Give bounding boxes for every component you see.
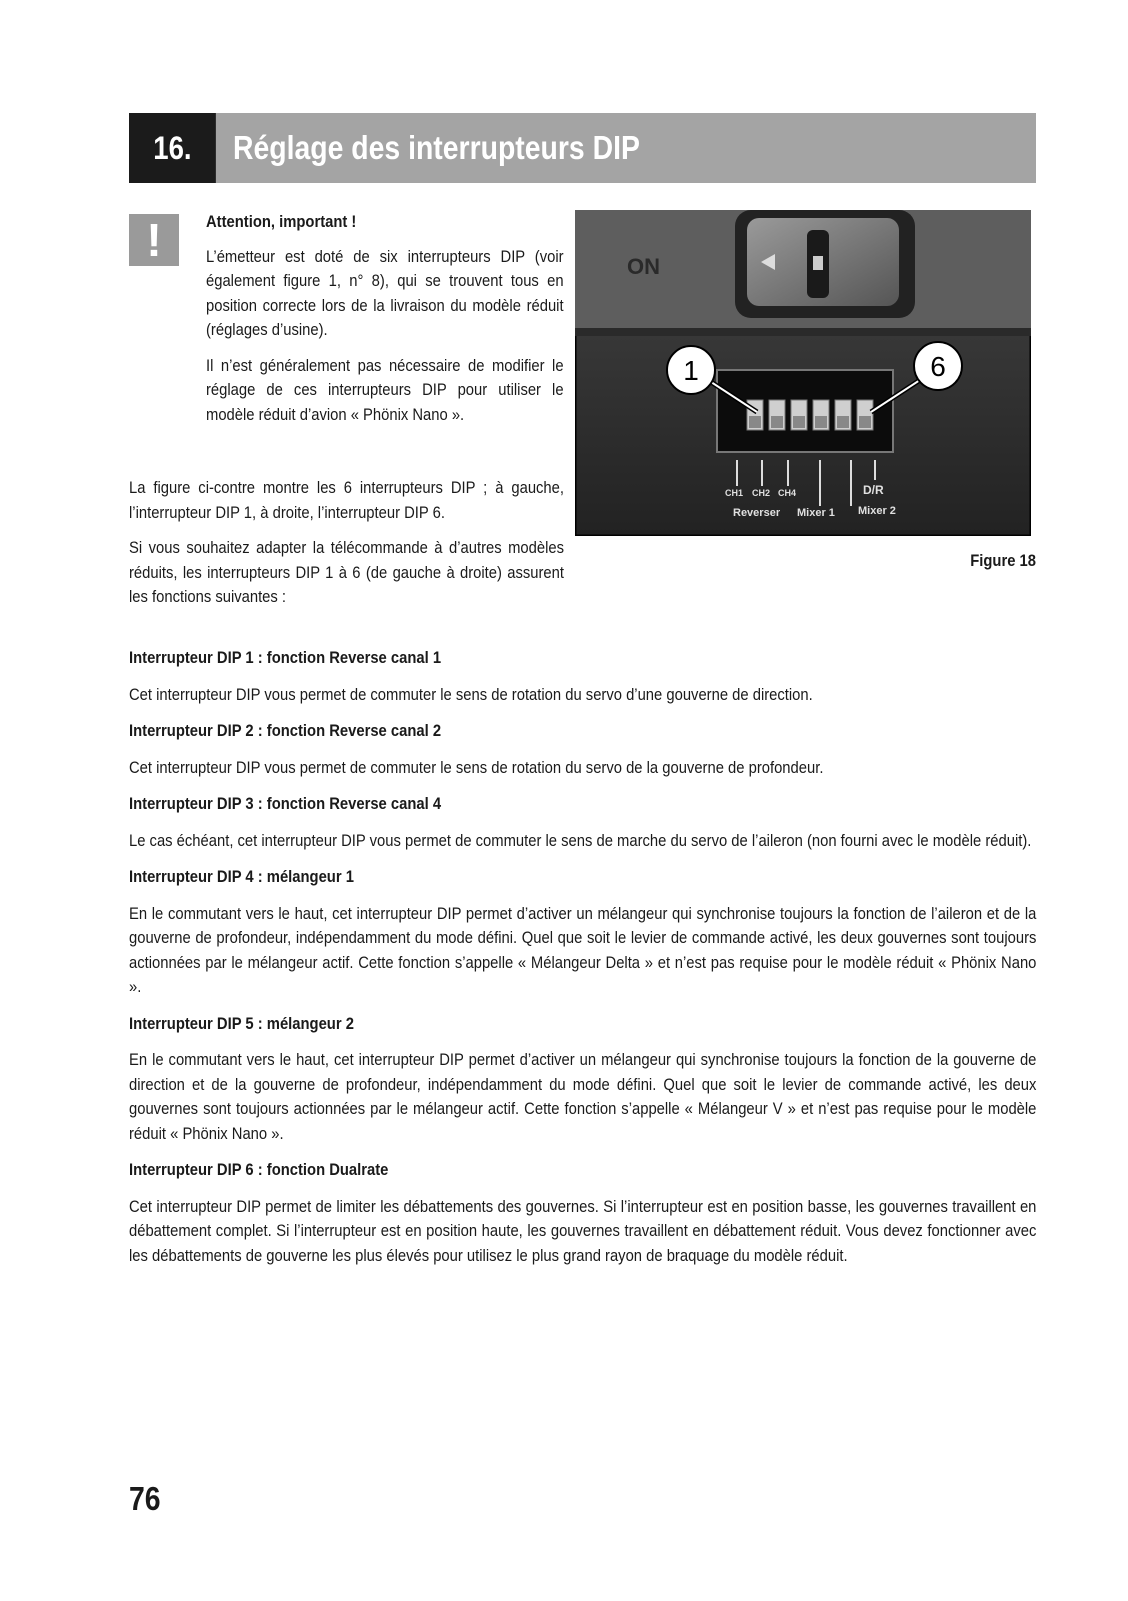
sections-block [129,646,1036,1268]
intro-paragraph: Si vous souhaitez adapter la télécommande à d’autres modèles réduits, les interrupteurs DIP 1 à 6 (de gauche à droite) assurent les fonctions suivantes : [129,538,564,606]
section-heading: Interrupteur DIP 3 : fonction Reverse canal 4 [129,794,442,813]
warning-heading: Attention, important ! [206,212,357,231]
section-heading: Interrupteur DIP 2 : fonction Reverse canal 2 [129,721,442,740]
label-ch2: CH2 [752,488,771,498]
on-label: ON [627,254,660,279]
section-heading: Interrupteur DIP 1 : fonction Reverse canal 1 [129,648,442,667]
section-number: 16. [129,113,216,183]
label-dr: D/R [863,483,884,497]
page-number: 76 [129,1480,161,1517]
section-body: Cet interrupteur DIP permet de limiter les débattements des gouvernes. Si l’interrupteur est en position basse, les gouvernes travaillent en débattement complet. Si l’interrupteur est en position haute, les gouvernes travaillent en débattement réduit. Vous devez fonctionner avec les débattements de gouverne les plus élevés pour utilisez le plus grand rayon de braquage du modèle réduit. [129,1196,1037,1265]
intro-paragraph: La figure ci-contre montre les 6 interrupteurs DIP ; à gauche, l’interrupteur DIP 1, à droite, l’interrupteur DIP 6. [129,478,564,522]
callout-1: 1 [683,355,699,386]
callout-6: 6 [930,351,946,382]
section-body: Cet interrupteur DIP vous permet de commuter le sens de rotation du servo d’une gouverne de direction. [129,684,813,704]
section-heading: Interrupteur DIP 6 : fonction Dualrate [129,1160,389,1179]
label-mixer-2: Mixer 2 [858,505,896,517]
dip-switch-photo [575,210,1031,536]
exclamation-icon: ! [129,214,179,266]
section-body: En le commutant vers le haut, cet interrupteur DIP permet d’activer un mélangeur qui synchronise toujours la fonction de l’aileron et de la gouverne de profondeur, indépendamment du mode défini. Quel que soit le levier de commande activé, les deux gouvernes sont toujours actionnées par le mélangeur actif. Cette fonction s’appelle « Mélangeur Delta » et n’est pas requise pour le modèle réduit « Phönix Nano ». [129,903,1037,996]
label-mixer-1: Mixer 1 [797,507,835,519]
intro-block [129,476,564,610]
section-body: Cet interrupteur DIP vous permet de commuter le sens de rotation du servo de la gouverne de profondeur. [129,757,824,777]
figure-caption: Figure 18 [970,551,1036,570]
section-title-bar [129,113,1036,183]
warning-paragraph: Il n’est généralement pas nécessaire de modifier le réglage de ces interrupteurs DIP pour utiliser le modèle réduit d’avion « Phönix Nano ». [206,355,564,424]
section-heading: Interrupteur DIP 5 : mélangeur 2 [129,1013,354,1033]
section-heading: Interrupteur DIP 4 : mélangeur 1 [129,867,354,886]
warning-block [206,210,564,427]
section-body: Le cas échéant, cet interrupteur DIP vous permet de commuter le sens de marche du servo de l’aileron (non fourni avec le modèle réduit). [129,830,1032,850]
label-reverser: Reverser [733,507,781,519]
section-title: Réglage des interrupteurs DIP [233,129,640,166]
warning-paragraph: L’émetteur est doté de six interrupteurs DIP (voir également figure 1, n° 8), qui se trouvent tous en position correcte lors de la livraison du modèle réduit (réglages d’usine). [206,246,564,339]
section-body: En le commutant vers le haut, cet interrupteur DIP permet d’activer un mélangeur qui synchronise toujours la fonction de la gouverne de direction et de la gouverne de profondeur, indépendamment du mode défini. Quel que soit le levier de commande activé, les deux gouvernes sont toujours actionnées par le mélangeur actif. Cette fonction s’appelle « Mélangeur V » et n’est pas requise pour le modèle réduit « Phönix Nano ». [129,1050,1037,1143]
label-ch4: CH4 [778,488,797,498]
label-ch1: CH1 [725,488,744,498]
